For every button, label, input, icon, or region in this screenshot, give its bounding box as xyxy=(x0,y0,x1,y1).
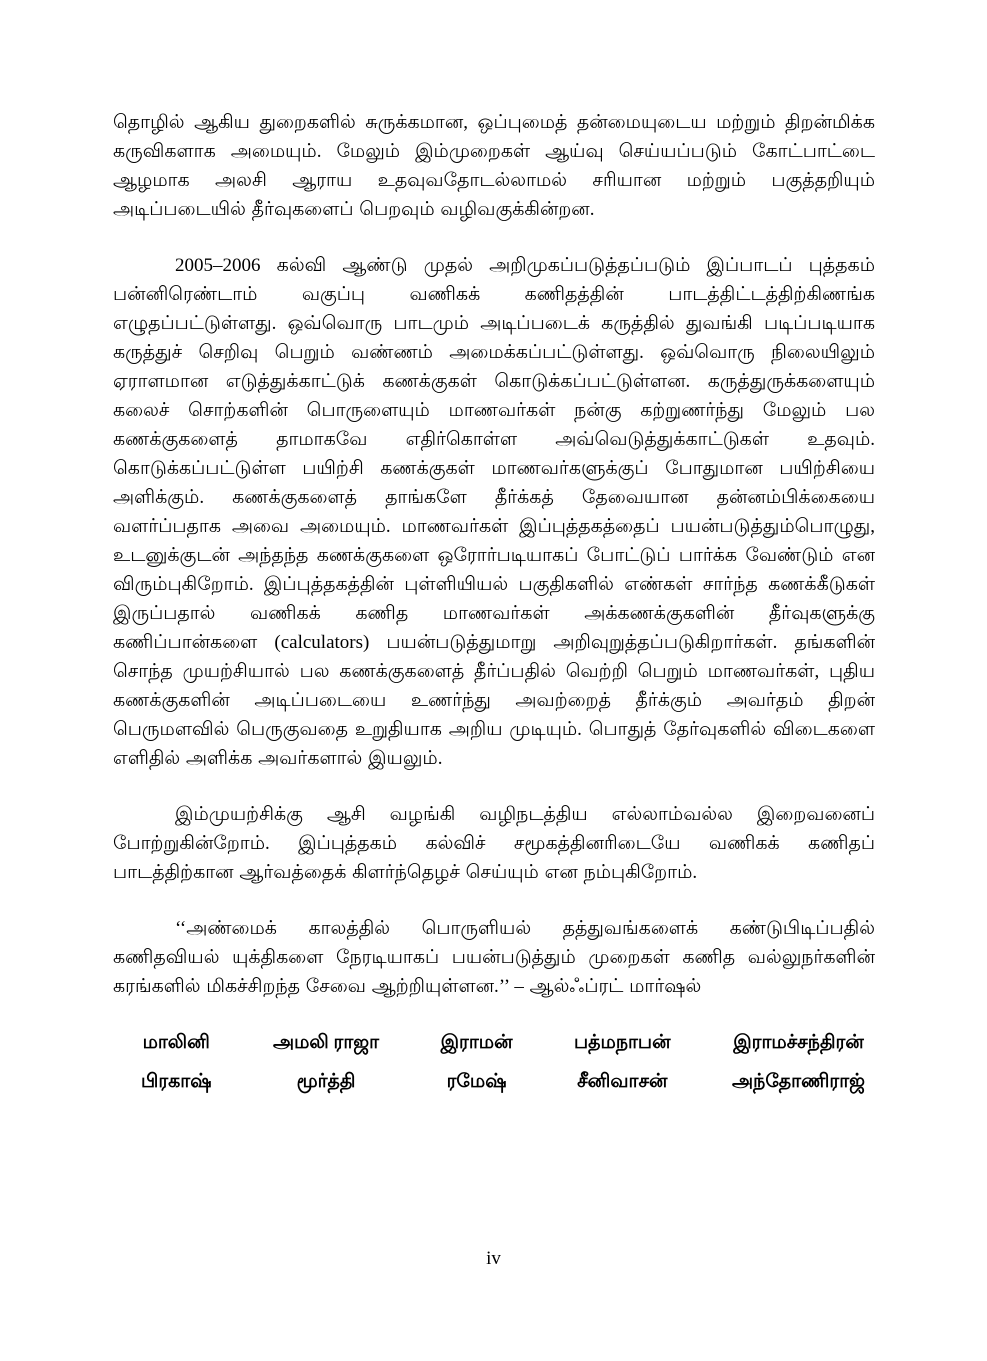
committee-column xyxy=(273,1028,379,1096)
paragraph-book-introduction: 2005–2006 கல்வி ஆண்டு முதல் அறிமுகப்படுத்தப்படும் இப்பாடப் புத்தகம் பன்னிரெண்டாம் வகுப்பு வணிகக் கணிதத்தின் பாடத்திட்டத்திற்கிணங்க எழுதப்பட்டுள்ளது. ஒவ்வொரு பாடமும் அடிப்படைக் கருத்தில் துவங்கி படிப்படியாக கருத்துச் செறிவு பெறும் வண்ணம் அமைக்கப்பட்டுள்ளது. ஒவ்வொரு நிலையிலும் ஏராளமான எடுத்துக்காட்டுக் கணக்குகள் கொடுக்கப்பட்டுள்ளன. கருத்துருக்களையும் கலைச் சொற்களின் பொருளையும் மாணவர்கள் நன்கு கற்றுணர்ந்து மேலும் பல கணக்குகளைத் தாமாகவே எதிர்கொள்ள அவ்வெடுத்துக்காட்டுகள் உதவும். கொடுக்கப்பட்டுள்ள பயிற்சி கணக்குகள் மாணவர்களுக்குப் போதுமான பயிற்சியை அளிக்கும். கணக்குகளைத் தாங்களே தீர்க்கத் தேவையான தன்னம்பிக்கையை வளர்ப்பதாக அவை அமையும். மாணவர்கள் இப்புத்தகத்தைப் பயன்படுத்தும்பொழுது, உடனுக்குடன் அந்தந்த கணக்குகளை ஒரோர்படியாகப் போட்டுப் பார்க்க வேண்டும் என விரும்புகிறோம். இப்புத்தகத்தின் புள்ளியியல் பகுதிகளில் எண்கள் சார்ந்த கணக்கீடுகள் இருப்பதால் வணிகக் கணித மாணவர்கள் அக்கணக்குகளின் தீர்வுகளுக்கு கணிப்பான்களை (calculators) பயன்படுத்துமாறு அறிவுறுத்தப்படுகிறார்கள். தங்களின் சொந்த முயற்சியால் பல கணக்குகளைத் தீர்ப்பதில் வெற்றி பெறும் மாணவர்கள், புதிய கணக்குகளின் அடிப்படையை உணர்ந்து அவற்றைத் தீர்க்கும் அவர்தம் திறன் பெருமளவில் பெருகுவதை உறுதியாக அறிய முடியும். பொதுத் தேர்வுகளில் விடைகளை எளிதில் அளிக்க அவர்களால் இயலும். xyxy=(113,255,875,769)
committee-member: இராமச்சந்திரன் xyxy=(733,1032,864,1053)
committee-member: ரமேஷ் xyxy=(446,1071,507,1092)
committee-member: அந்தோணிராஜ் xyxy=(732,1071,865,1092)
committee-member: மூர்த்தி xyxy=(296,1071,356,1092)
page-number: iv xyxy=(486,1248,501,1269)
committee-member: சீனிவாசன் xyxy=(577,1071,668,1092)
paragraph-continuation: தொழில் ஆகிய துறைகளில் சுருக்கமான, ஒப்புமைத் தன்மையுடைய மற்றும் திறன்மிக்க கருவிகளாக அமையும். மேலும் இம்முறைகள் ஆய்வு செய்யப்படும் கோட்பாட்டை ஆழமாக அலசி ஆராய உதவுவதோடல்லாமல் சரியான மற்றும் பகுத்தறியும் அடிப்படையில் தீர்வுகளைப் பெறவும் வழிவகுக்கின்றன. xyxy=(113,112,875,220)
committee-member: அமலி ராஜா xyxy=(273,1032,380,1053)
committee-member: பிரகாஷ் xyxy=(141,1071,212,1092)
committee-column xyxy=(574,1028,670,1096)
quote-alfred-marshall: ‘‘அண்மைக் காலத்தில் பொருளியல் தத்துவங்களைக் கண்டுபிடிப்பதில் கணிதவியல் யுக்திகளை நேரடியாகப் பயன்படுத்தும் முறைகள் கணித வல்லுநர்களின் கரங்களில் மிகச்சிறந்த சேவை ஆற்றியுள்ளன.’’ – ஆல்ஃப்ரட் மார்ஷல் xyxy=(113,918,875,997)
committee-member: மாலினி xyxy=(142,1032,210,1053)
committee-member: இராமன் xyxy=(440,1032,513,1053)
paragraph-acknowledgement: இம்முயற்சிக்கு ஆசி வழங்கி வழிநடத்திய எல்லாம்வல்ல இறைவனைப் போற்றுகின்றோம். இப்புத்தகம் கல்விச் சமூகத்தினரிடையே வணிகக் கணிதப் பாடத்திற்கான ஆர்வத்தைக் கிளர்ந்தெழச் செய்யும் என நம்புகிறோம். xyxy=(113,804,875,883)
committee-column xyxy=(441,1028,513,1096)
committee-member: பத்மநாபன் xyxy=(574,1032,671,1053)
committee-names xyxy=(141,1028,865,1096)
committee-column xyxy=(141,1028,212,1096)
committee-column xyxy=(732,1028,865,1096)
